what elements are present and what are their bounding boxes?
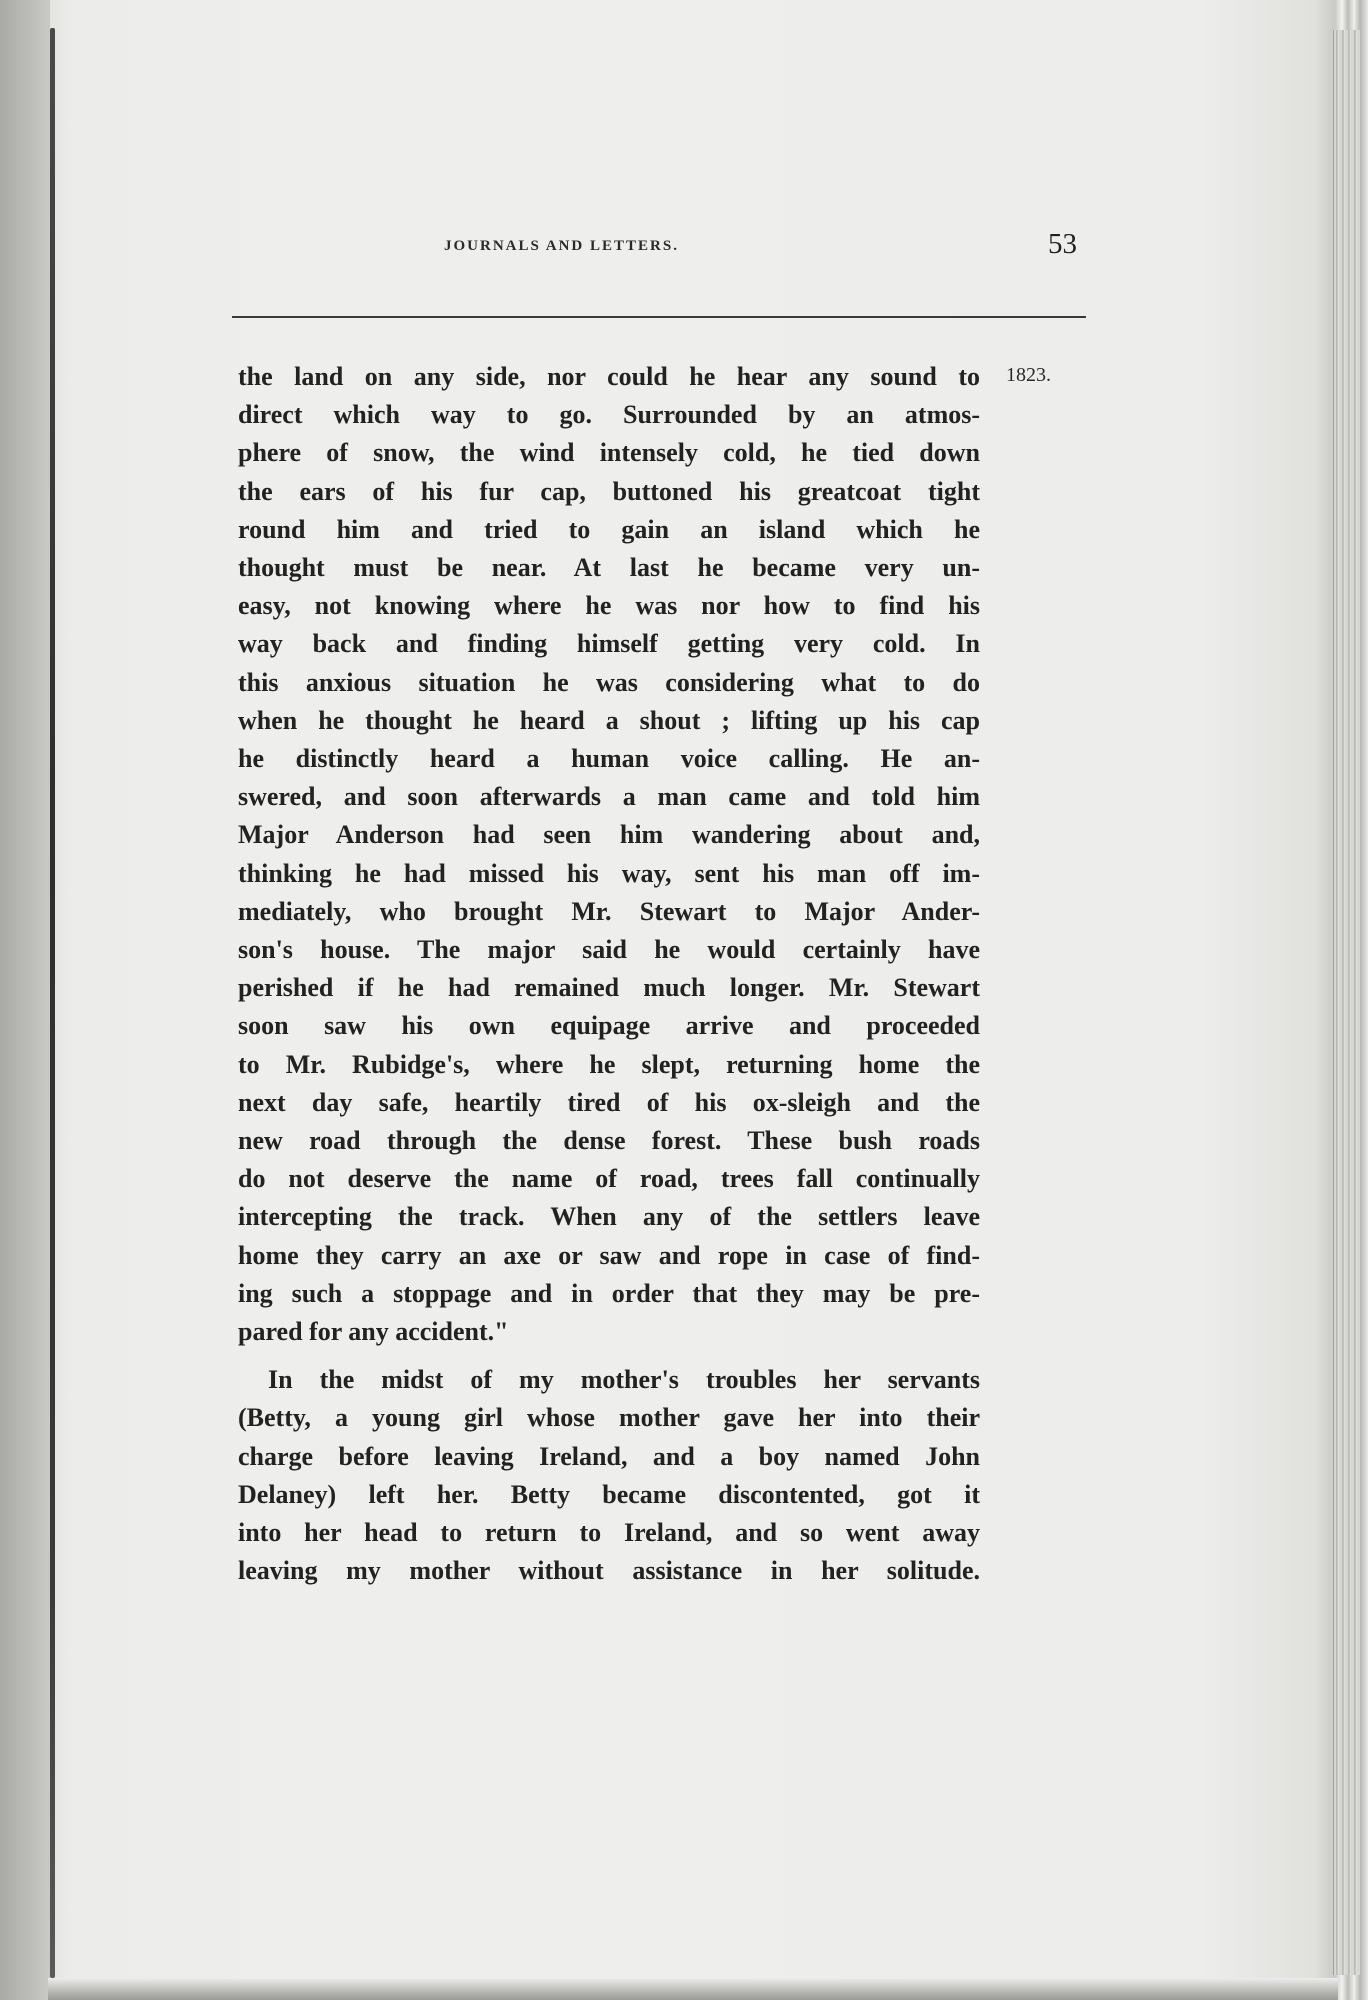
text-line: soon saw his own equipage arrive and proceeded <box>238 1011 980 1041</box>
text-line: home they carry an axe or saw and rope in case of find- <box>238 1240 980 1270</box>
page-edges <box>1333 30 1360 1975</box>
text-line: easy, not knowing where he was nor how to find his <box>238 591 980 621</box>
text-line: son's house. The major said he would certainly have <box>238 935 980 965</box>
text-line: way back and finding himself getting very cold. In <box>238 629 980 659</box>
text-line: Delaney) left her. Betty became discontented, got it <box>238 1479 980 1509</box>
text-line: to Mr. Rubidge's, where he slept, returning home the <box>238 1049 980 1079</box>
text-line: do not deserve the name of road, trees fall continually <box>238 1164 980 1194</box>
text-line: into her head to return to Ireland, and so went away <box>238 1518 980 1548</box>
paragraph-gap <box>238 1351 980 1361</box>
margin-year-note: 1823. <box>1006 364 1051 386</box>
text-line: (Betty, a young girl whose mother gave her into their <box>238 1403 980 1433</box>
text-line: this anxious situation he was considering what to do <box>238 667 980 697</box>
text-line: the land on any side, nor could he hear any sound to <box>238 362 980 391</box>
text-line: swered, and soon afterwards a man came and told him <box>238 782 980 812</box>
text-line: charge before leaving Ireland, and a boy named John <box>238 1441 980 1471</box>
text-line: mediately, who brought Mr. Stewart to Major Ander- <box>238 896 980 926</box>
paragraph-2 <box>238 1361 980 1590</box>
header-rule <box>232 316 1086 318</box>
text-line: direct which way to go. Surrounded by an atmos- <box>238 400 980 430</box>
text-line: thought must be near. At last he became very un- <box>238 553 980 583</box>
running-head <box>228 220 1088 260</box>
text-line: perished if he had remained much longer. Mr. Stewart <box>238 973 980 1003</box>
text-line: new road through the dense forest. These bush roads <box>238 1126 980 1156</box>
text-line: round him and tried to gain an island which he <box>238 514 980 544</box>
text-line: phere of snow, the wind intensely cold, he tied down <box>238 438 980 468</box>
running-head-title: JOURNALS AND LETTERS. <box>444 238 679 254</box>
text-line: Major Anderson had seen him wandering about and, <box>238 820 980 850</box>
body-text <box>238 358 980 1591</box>
text-line: ing such a stoppage and in order that they may be pre- <box>238 1278 980 1308</box>
text-line: thinking he had missed his way, sent his man off im- <box>238 858 980 888</box>
book-page <box>228 220 1088 1586</box>
text-line: leaving my mother without assistance in her solitude. <box>238 1556 980 1586</box>
text-line: next day safe, heartily tired of his ox-sleigh and the <box>238 1087 980 1117</box>
text-line: pared for any accident." <box>238 1317 509 1347</box>
bottom-page-edge <box>48 1978 1338 2000</box>
text-line: when he thought he heard a shout ; lifting up his cap <box>238 705 980 735</box>
binding-edge <box>50 28 55 1978</box>
text-line: the ears of his fur cap, buttoned his greatcoat tight <box>238 476 980 506</box>
page-number: 53 <box>1048 228 1077 260</box>
binding-shadow <box>0 0 50 2000</box>
text-line: he distinctly heard a human voice calling. He an- <box>238 744 980 774</box>
text-line: intercepting the track. When any of the settlers leave <box>238 1202 980 1232</box>
text-line: In the midst of my mother's troubles her servants <box>268 1365 980 1395</box>
paragraph-1 <box>238 358 980 1351</box>
